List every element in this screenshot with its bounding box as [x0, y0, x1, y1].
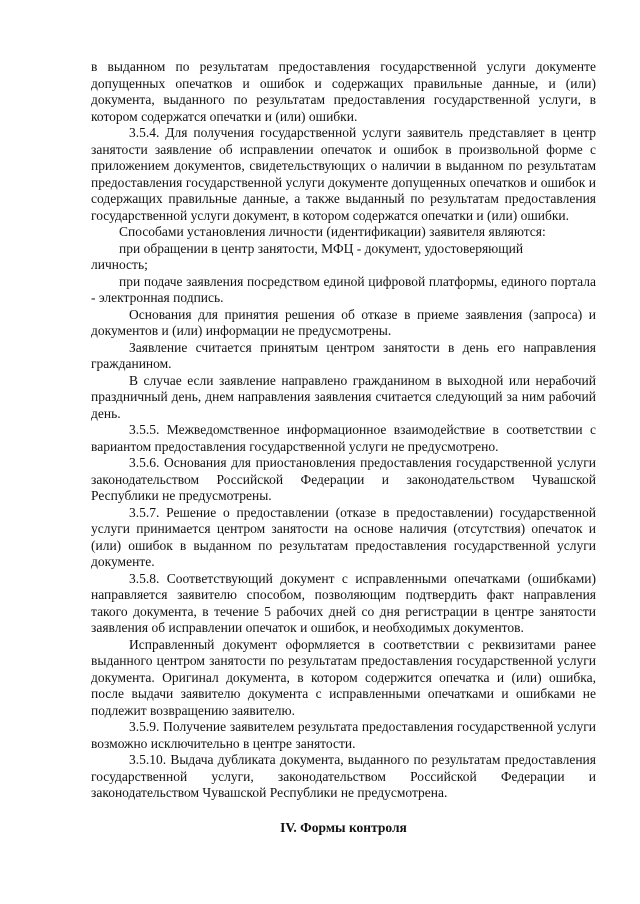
paragraph-3-5-4: 3.5.4. Для получения государственной услуги заявитель представляет в центр занятости заявление об исправлении опечаток и ошибок в произвольной форме с приложением документов, свидетельствующих о наличии в выданном по результатам предоставления государственной услуги документе допущенных опечатков и ошибок и содержащих правильные данные, а также выданный по результатам предоставления государственной услуги документ, в котором содержатся опечатки и (или) ошибки. — [91, 125, 596, 223]
paragraph-identification-mfc: при обращении в центр занятости, МФЦ - документ, удостоверяющий личность; — [91, 240, 524, 272]
paragraph-holiday-rule: В случае если заявление направлено гражданином в выходной или нерабочий праздничный день, днем направления заявления считается следующий за ним рабочий день. — [91, 372, 596, 421]
paragraph-3-5-5: 3.5.5. Межведомственное информационное взаимодействие в соответствии с вариантом предоставления государственной услуги не предусмотрено. — [91, 422, 596, 454]
paragraph-3-5-10: 3.5.10. Выдача дубликата документа, выданного по результатам предоставления государственной услуги, законодательством Российской Федерации и законодательством Чувашской Республики не предусмотрена. — [91, 752, 596, 800]
paragraph-acceptance-day: Заявление считается принятым центром занятости в день его направления гражданином. — [91, 339, 596, 371]
paragraph-refusal-grounds: Основания для принятия решения об отказе в приеме заявления (запроса) и документов и (или) информации не предусмотрены. — [91, 306, 596, 338]
paragraph-3-5-8: 3.5.8. Соответствующий документ с исправленными опечатками (ошибками) направляется заявителю способом, позволяющим подтвердить факт направления такого документа, в течение 5 рабочих дней со дня регистрации в центре занятости заявления об исправлении опечаток и ошибок, и необходимых документов. — [91, 570, 596, 635]
paragraph-3-5-9: 3.5.9. Получение заявителем результата предоставления государственной услуги возможно исключительно в центре занятости. — [91, 719, 596, 751]
section-heading: IV. Формы контроля — [280, 820, 407, 835]
paragraph-corrected-document: Исправленный документ оформляется в соответствии с реквизитами ранее выданного центром занятости по результатам предоставления государственной услуги документа. Оригинал документа, в котором содержится опечатка и (или) ошибка, после выдачи заявителю документа с исправленными опечатками и ошибками не подлежит возвращению заявителю. — [91, 636, 596, 718]
paragraph-3-5-7: 3.5.7. Решение о предоставлении (отказе в предоставлении) государственной услуги принимается центром занятости на основе наличия (отсутствия) опечаток и (или) ошибок в выданном по результатам предоставления государственной услуги документе. — [91, 504, 596, 569]
paragraph-3-5-6: 3.5.6. Основания для приостановления предоставления государственной услуги законодательством Российской Федерации и законодательством Чувашской Республики не предусмотрены. — [91, 455, 596, 503]
paragraph-continuation: в выданном по результатам предоставления государственной услуги документе допущенных опечатков и ошибок и содержащих правильные данные, и (или) документа, выданного по результатам предоставления государственной услуги, в котором содержатся опечатки и (или) ошибки. — [91, 59, 596, 124]
document-body — [91, 59, 596, 802]
paragraph-identification-digital: при подаче заявления посредством единой цифровой платформы, единого портала - электронная подпись. — [91, 273, 596, 305]
paragraph-identification-methods: Способами установления личности (идентификации) заявителя являются: — [119, 224, 546, 239]
